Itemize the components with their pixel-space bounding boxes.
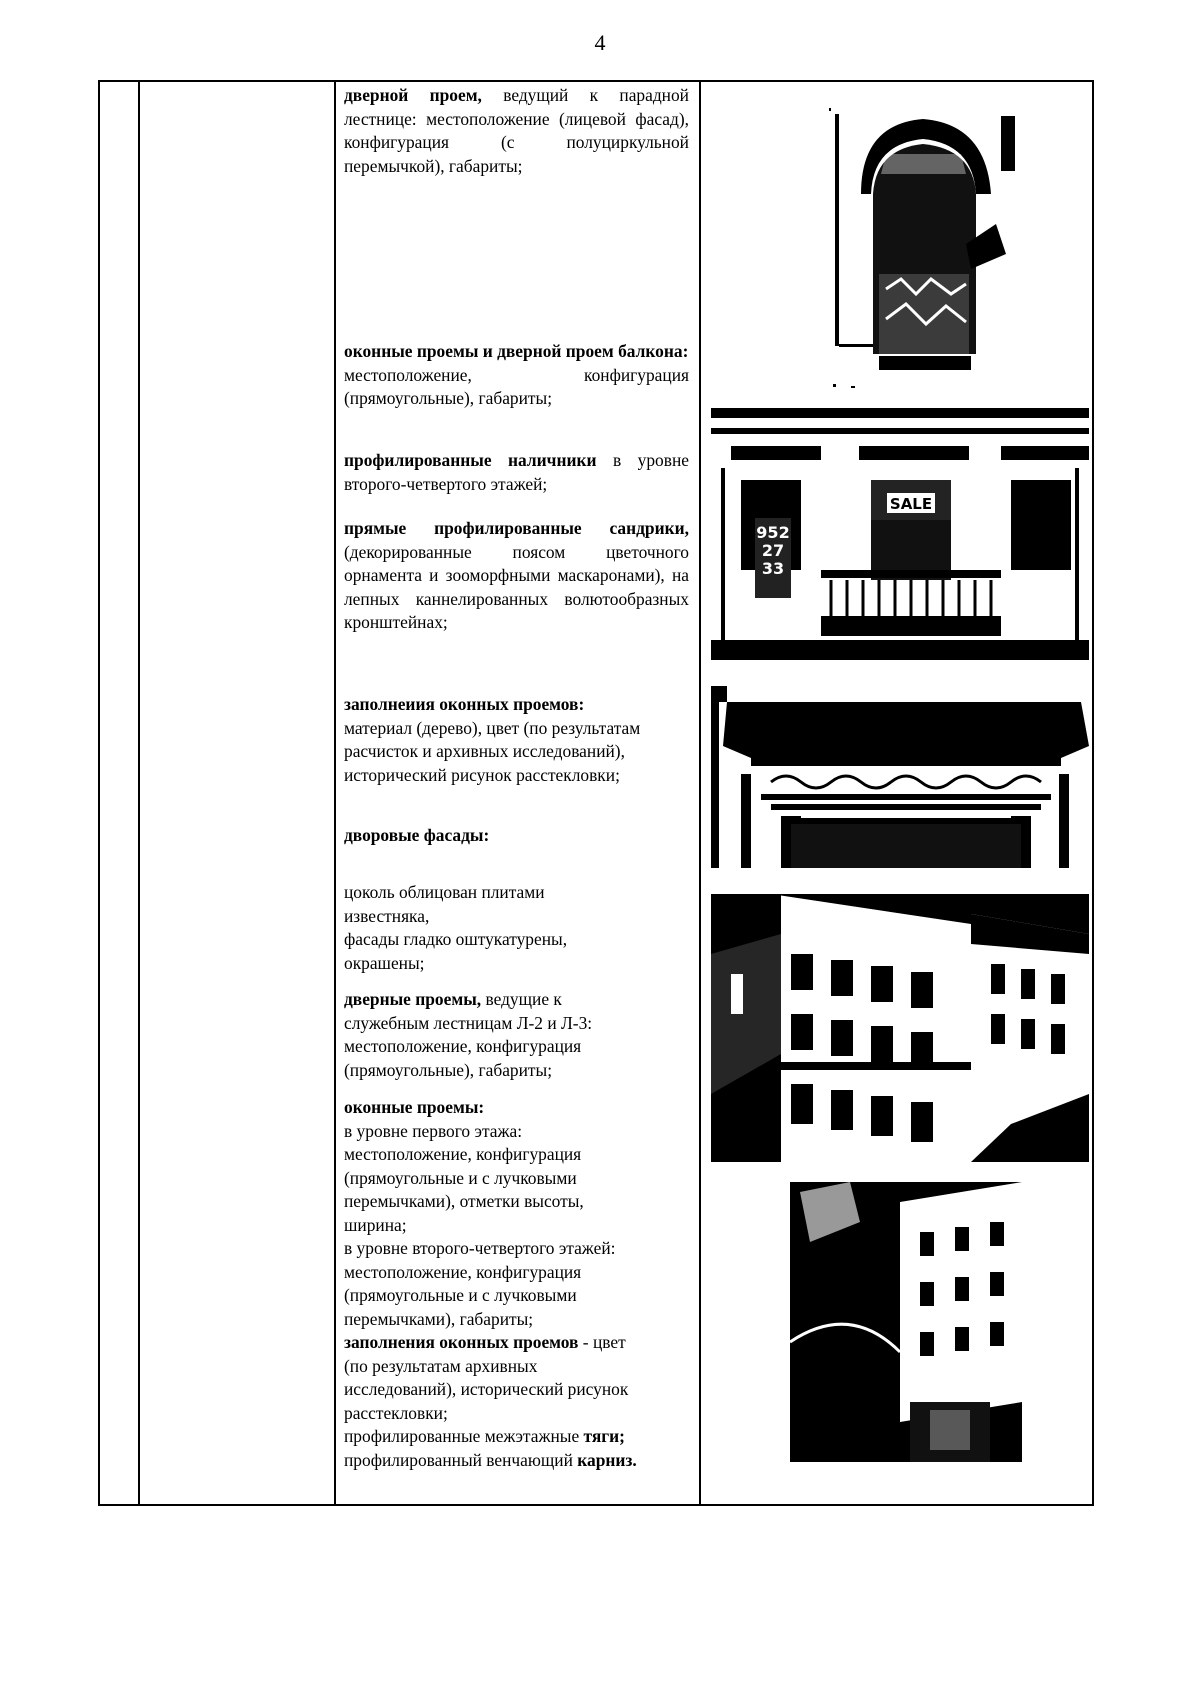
- page-number: 4: [594, 30, 606, 55]
- phone-number-3: 33: [761, 559, 785, 578]
- table-divider-1: [138, 80, 140, 1506]
- photo-arched-doorway: [791, 94, 1049, 394]
- photo-courtyard-well: [790, 1182, 1022, 1462]
- table-divider-2: [334, 80, 336, 1506]
- text-block-balcony-openings: оконные проемы и дверной проем балкона: местоположение, конфигурация (прямоугольные), габариты;: [344, 341, 689, 408]
- table-bottom-border: [98, 1504, 1094, 1506]
- text-block-courtyard-heading: дворовые фасады:: [344, 825, 490, 845]
- phone-number-2: 27: [761, 541, 785, 560]
- text-block-window-fill: заполнеиия оконных проемов: материал (дерево), цвет (по результатам расчисток и архивных исследований), исторический рисунок расстекловки;: [344, 694, 641, 785]
- content-table: [98, 80, 1094, 1506]
- phone-number-1: 952: [756, 523, 790, 542]
- text-block-sandriki: прямые профилированные сандрики, (декорированные поясом цветочного орнамента и зооморфными маскаронами), на лепных каннелированных волютообразных кронштейнах;: [344, 518, 689, 632]
- text-block-window-frames: профилированные наличники в уровне второго-четвертого этажей;: [344, 450, 689, 494]
- text-block-courtyard-windows: оконные проемы: в уровне первого этажа: местоположение, конфигурация (прямоугольные и с лучковыми перемычками), отметки высоты, ширина; в уровне второго-четвертого этажей: местоположение, конфигурация (прямоугольные и с лучковыми перемычками), габариты; заполнения оконных проемов - цвет (по результатам архивных исследований), исторический рисунок расстекловки; профилированные межэтажные тяги; профилированный венчающий карниз.: [344, 1097, 637, 1470]
- table-border-left: [98, 80, 100, 1506]
- text-block-main-door: дверной проем, ведущий к парадной лестнице: местоположение (лицевой фасад), конфигурация (с полуциркульной перемычкой), габариты;: [344, 85, 689, 176]
- text-block-service-doors: дверные проемы, ведущие к служебным лестницам Л-2 и Л-3: местоположение, конфигурация (прямоугольные), габариты;: [344, 989, 593, 1080]
- table-divider-3: [699, 80, 701, 1506]
- sale-sign: SALE: [889, 495, 933, 513]
- text-block-plinth: цоколь облицован плитами известняка, фасады гладко оштукатурены, окрашены;: [344, 882, 568, 973]
- table-top-border: [98, 80, 1094, 82]
- photo-courtyard-facade: [711, 894, 1089, 1162]
- photo-facade-sale: [711, 408, 1089, 660]
- photo-sandrik-detail: [711, 686, 1089, 868]
- table-border-right: [1092, 80, 1094, 1506]
